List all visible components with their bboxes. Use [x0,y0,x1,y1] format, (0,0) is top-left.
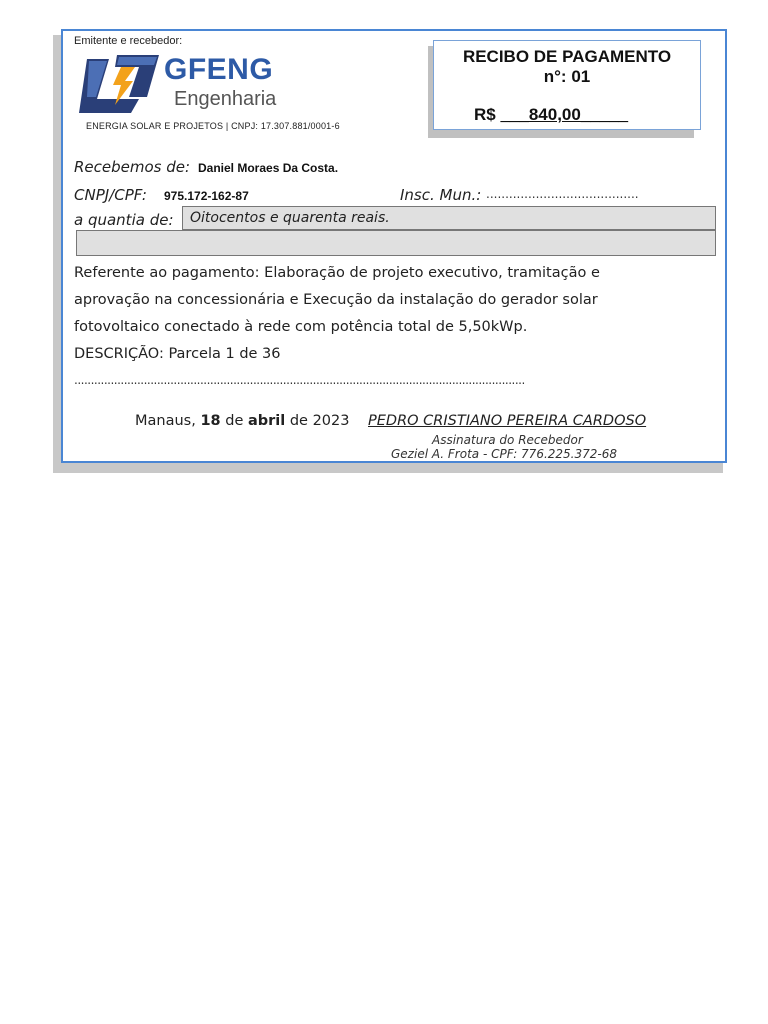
receipt-number: n°: 01 [543,67,591,86]
day: 18 [200,413,221,429]
reference-line-3: fotovoltaico conectado à rede com potência total de 5,50kWp. [74,319,528,335]
doc-value: 975.172-162-87 [164,189,249,203]
currency-symbol: R$ [474,105,496,124]
brand-subtitle: Engenharia [174,88,277,110]
city: Manaus, [135,413,196,429]
year: 2023 [312,413,350,429]
signature-label: Assinatura do Recebedor [432,433,583,447]
payer-name: Daniel Moraes Da Costa. [198,161,339,175]
date-line [135,413,349,429]
doc-label: CNPJ/CPF: [74,186,147,204]
amount-value: ___840,00_____ [500,105,629,124]
description: DESCRIÇÃO: Parcela 1 de 36 [74,346,281,362]
brand-name: GFENG [164,53,274,86]
brand-tagline: ENERGIA SOLAR E PROJETOS | CNPJ: 17.307.881/0001-6 [86,121,340,131]
quantity-field-line2 [76,230,716,256]
insc-value: ........................................ [486,187,639,201]
receipt-title: RECIBO DE PAGAMENTO [462,47,672,66]
quantity-label: a quantia de: [74,211,174,229]
month: abril [247,413,286,429]
receipt-title-box [433,40,701,130]
signature-extra: Geziel A. Frota - CPF: 776.225.372-68 [391,447,617,461]
received-from-label: Recebemos de: [74,158,191,176]
reference-line-1: Referente ao pagamento: Elaboração de projeto executivo, tramitação e [74,265,600,281]
reference-line-2: aprovação na concessionária e Execução da instalação do gerador solar [74,292,598,308]
dotted-line: ........................................................................................................................................ [74,373,525,387]
date-connector-1: de [225,413,244,429]
quantity-field [182,206,716,230]
signer-name: PEDRO CRISTIANO PEREIRA CARDOSO [368,413,647,429]
date-connector-2: de [289,413,308,429]
insc-label: Insc. Mun.: [400,186,482,204]
issuer-label: Emitente e recebedor: [74,35,183,47]
receipt-amount [474,105,628,125]
gfeng-logo-icon [77,53,163,115]
receipt [61,29,727,463]
quantity-text: Oitocentos e quarenta reais. [190,210,390,226]
